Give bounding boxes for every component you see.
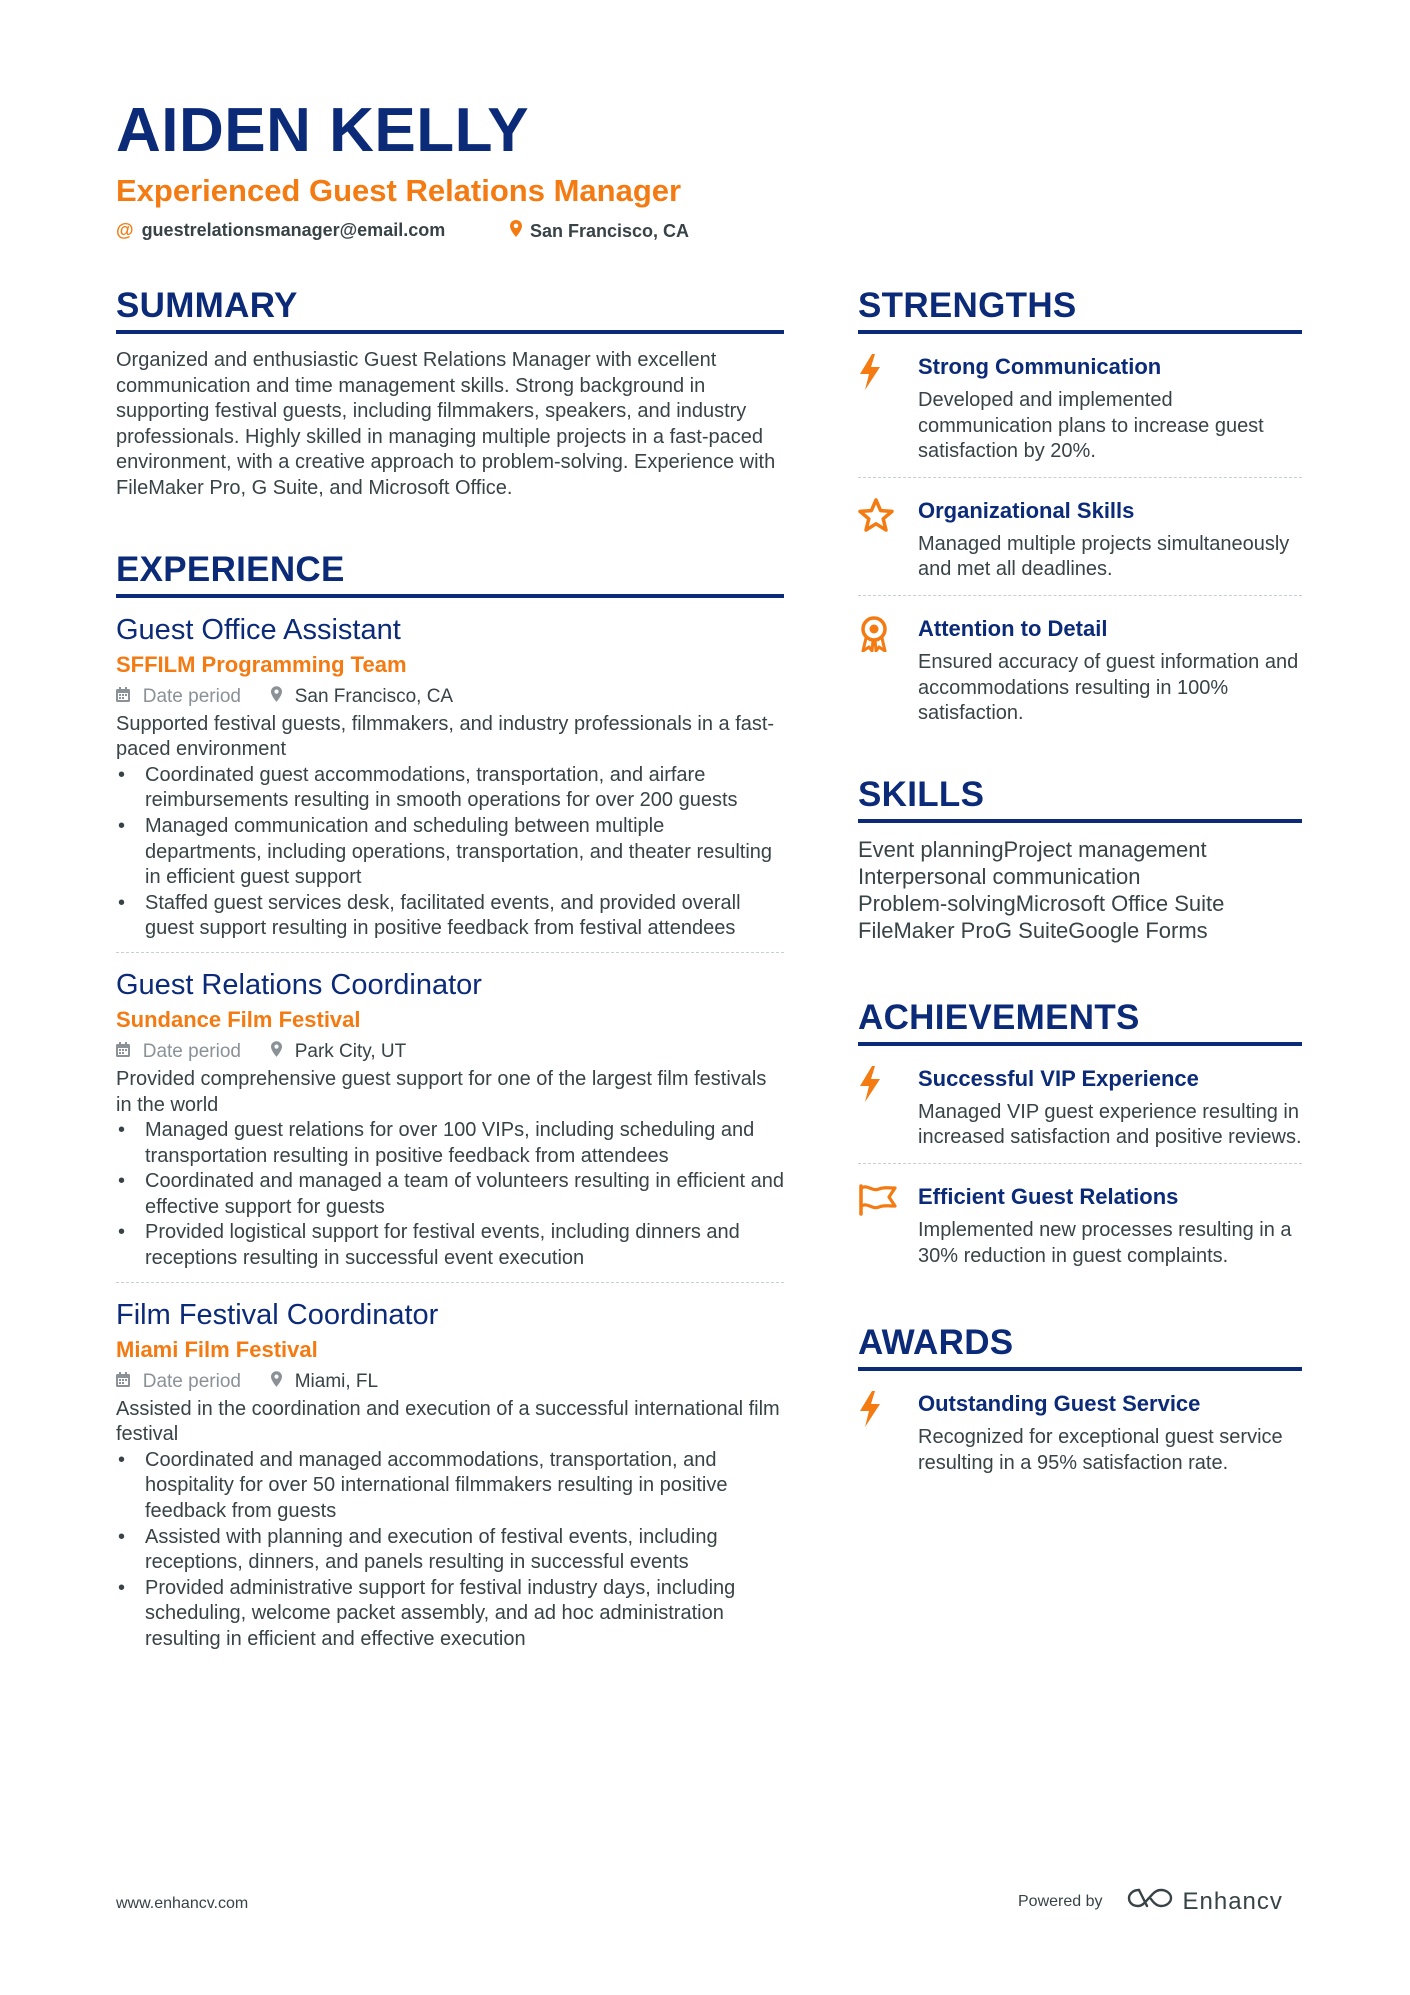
calendar-icon (116, 687, 135, 706)
job-bullets (116, 1118, 784, 1272)
job-bullets (116, 763, 784, 942)
award-item (858, 1371, 1302, 1488)
bullet-item: • Assisted with planning and execution of festival events, including receptions, dinners, and panels resulting in successful events (116, 1525, 784, 1576)
bolt-icon (858, 352, 918, 465)
company-name: Sundance Film Festival (116, 1006, 361, 1032)
job-date: Date period (116, 1037, 241, 1067)
skills-line: Problem-solvingMicrosoft Office Suite (858, 890, 1225, 916)
company-name: SFFILM Programming Team (116, 651, 407, 677)
skills-list (858, 823, 1302, 944)
calendar-icon (116, 1372, 135, 1391)
experience-heading: EXPERIENCE (116, 552, 784, 598)
at-sign-icon: @ (116, 220, 134, 240)
star-icon (858, 496, 918, 583)
right-column (858, 288, 1302, 1488)
skills-line: Event planningProject management (858, 836, 1207, 862)
achievement-item (858, 1046, 1302, 1163)
skills-heading: SKILLS (858, 777, 1302, 823)
strengths-section (858, 288, 1302, 739)
job-title: Guest Relations Coordinator (116, 968, 482, 1001)
job-location: San Francisco, CA (271, 682, 453, 712)
achievement-item (858, 1163, 1302, 1281)
strength-item (858, 477, 1302, 595)
achievement-title: Successful VIP Experience (918, 1065, 1199, 1091)
award-text: Recognized for exceptional guest service resulting in a 95% satisfaction rate. (918, 1426, 1283, 1474)
location-text: San Francisco, CA (530, 220, 690, 241)
job-location: Park City, UT (271, 1037, 406, 1067)
job-description: Supported festival guests, filmmakers, and industry professionals in a fast-paced environment (116, 712, 775, 761)
map-pin-icon (271, 1372, 287, 1391)
experience-section (116, 549, 784, 1663)
achievement-text: Managed VIP guest experience resulting in increased satisfaction and positive reviews. (918, 1100, 1302, 1149)
award-ribbon-icon (858, 614, 918, 727)
strength-title: Organizational Skills (918, 497, 1135, 523)
enhancv-logo[interactable] (1127, 1886, 1283, 1917)
strength-text: Developed and implemented communication plans to increase guest satisfaction by 20%. (918, 389, 1264, 463)
job-date: Date period (116, 1367, 241, 1397)
calendar-icon (116, 1042, 135, 1061)
summary-section (116, 288, 784, 502)
bullet-item: • Staffed guest services desk, facilitated events, and provided overall guest support resulting in positive feedback from festival attendees (116, 891, 784, 942)
bullet-item: • Provided logistical support for festival events, including dinners and receptions resulting in successful event execution (116, 1220, 784, 1271)
left-column (116, 288, 784, 1663)
job-location: Miami, FL (271, 1367, 378, 1397)
map-pin-icon (510, 220, 522, 242)
email-text: guestrelationsmanager@email.com (141, 220, 446, 240)
skills-section (858, 774, 1302, 944)
job-meta (116, 1367, 784, 1397)
achievement-title: Efficient Guest Relations (918, 1183, 1179, 1209)
powered-by-label: Powered by (1018, 1892, 1103, 1910)
achievements-heading: ACHIEVEMENTS (858, 1000, 1302, 1046)
job-description: Assisted in the coordination and execution of a successful international film festival (116, 1397, 780, 1446)
skills-line: FileMaker ProG SuiteGoogle Forms (858, 917, 1208, 943)
map-pin-icon (271, 687, 287, 706)
strengths-heading: STRENGTHS (858, 288, 1302, 334)
map-pin-icon (271, 1042, 287, 1061)
strength-title: Attention to Detail (918, 615, 1108, 641)
strength-text: Ensured accuracy of guest information and accommodations resulting in 100% satisfaction. (918, 650, 1299, 725)
job-meta (116, 682, 784, 712)
brand-name: Enhancv (1182, 1887, 1283, 1915)
strength-item (858, 595, 1302, 739)
enhancv-logo-icon (1127, 1886, 1173, 1917)
achievements-section (858, 997, 1302, 1281)
candidate-title: Experienced Guest Relations Manager (116, 173, 682, 208)
bolt-icon (858, 1064, 918, 1151)
bullet-item: • Coordinated guest accommodations, transportation, and airfare reimbursements resulting in smooth operations for over 200 guests (116, 763, 784, 814)
job-title: Guest Office Assistant (116, 613, 401, 646)
job-entry (116, 952, 784, 1282)
footer-branding (1018, 1886, 1283, 1917)
strength-item (858, 334, 1302, 477)
footer-website-link[interactable]: www.enhancv.com (116, 1895, 249, 1912)
flag-icon (858, 1182, 918, 1269)
job-entry (116, 1282, 784, 1663)
candidate-name: AIDEN KELLY (116, 96, 530, 165)
job-description: Provided comprehensive guest support for one of the largest film festivals in the world (116, 1067, 767, 1116)
job-date: Date period (116, 682, 241, 712)
job-bullets (116, 1448, 784, 1653)
summary-text: Organized and enthusiastic Guest Relations Manager with excellent communication and time management skills. Strong background in supporting festival guests, including filmmakers, speakers, and industry professionals. Highly skilled in managing multiple projects in a fast-paced environment, with a creative approach to problem-solving. Experience with FileMaker Pro, G Suite, and Microsoft Office. (116, 349, 776, 499)
job-title: Film Festival Coordinator (116, 1298, 439, 1331)
achievement-text: Implemented new processes resulting in a 30% reduction in guest complaints. (918, 1218, 1292, 1267)
bullet-item: • Provided administrative support for festival industry days, including scheduling, welcome packet assembly, and ad hoc administration resulting in efficient and effective execution (116, 1576, 784, 1653)
skills-line: Interpersonal communication (858, 863, 1141, 889)
strength-text: Managed multiple projects simultaneously and met all deadlines. (918, 532, 1290, 581)
bullet-item: • Managed guest relations for over 100 VIPs, including scheduling and transportation resulting in positive feedback from attendees (116, 1118, 784, 1169)
job-entry (116, 598, 784, 952)
bullet-item: • Managed communication and scheduling between multiple departments, including operations, transportation, and theater resulting in efficient guest support (116, 814, 784, 891)
contact-email[interactable] (116, 220, 445, 241)
job-meta (116, 1037, 784, 1067)
bolt-icon (858, 1389, 918, 1476)
bullet-item: • Coordinated and managed a team of volunteers resulting in efficient and effective support for guests (116, 1169, 784, 1220)
contact-location (510, 220, 689, 242)
award-title: Outstanding Guest Service (918, 1391, 1201, 1417)
bullet-item: • Coordinated and managed accommodations, transportation, and hospitality for over 50 international filmmakers resulting in positive feedback from guests (116, 1448, 784, 1525)
summary-heading: SUMMARY (116, 288, 784, 334)
company-name: Miami Film Festival (116, 1336, 318, 1362)
awards-heading: AWARDS (858, 1325, 1302, 1371)
awards-section (858, 1325, 1302, 1488)
strength-title: Strong Communication (918, 354, 1162, 379)
